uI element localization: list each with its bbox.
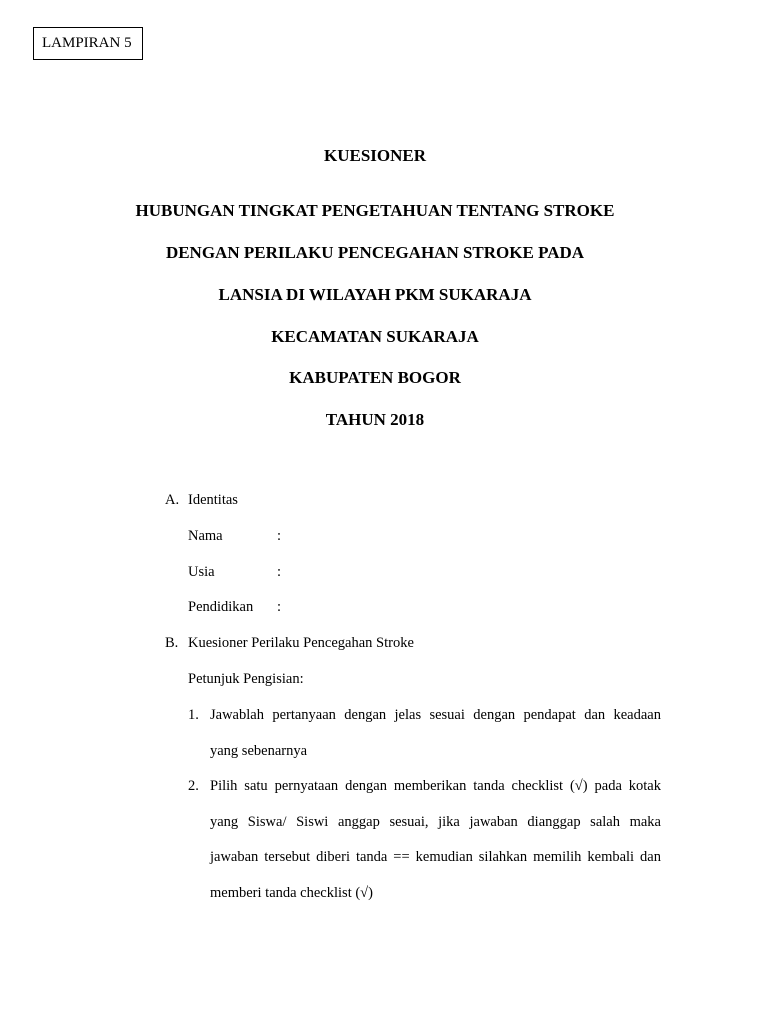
lampiran-label: LAMPIRAN 5 xyxy=(33,27,143,60)
instruction-2-line-1: Pilih satu pernyataan dengan memberikan tanda checklist (√) pada kotak xyxy=(210,778,661,794)
field-colon-nama: : xyxy=(277,528,282,544)
instruction-1-line-2: yang sebenarnya xyxy=(210,743,308,759)
instruction-number-2: 2. xyxy=(188,778,199,794)
field-label-pendidikan: Pendidikan xyxy=(188,599,254,615)
section-a-heading: Identitas xyxy=(188,492,238,508)
kuesioner-heading: KUESIONER xyxy=(323,146,427,165)
title-line-6: TAHUN 2018 xyxy=(325,410,425,429)
field-label-nama: Nama xyxy=(188,528,223,544)
field-colon-pendidikan: : xyxy=(277,599,282,615)
instruction-2-line-4: memberi tanda checklist (√) xyxy=(210,885,373,901)
section-a-marker: A. xyxy=(165,492,180,508)
title-line-2: DENGAN PERILAKU PENCEGAHAN STROKE PADA xyxy=(165,243,585,262)
petunjuk-heading: Petunjuk Pengisian: xyxy=(188,671,304,687)
field-label-usia: Usia xyxy=(188,564,215,580)
instruction-2-line-3: jawaban tersebut diberi tanda == kemudian silahkan memilih kembali dan xyxy=(210,849,661,865)
title-line-3: LANSIA DI WILAYAH PKM SUKARAJA xyxy=(218,285,532,304)
field-colon-usia: : xyxy=(277,564,282,580)
title-line-1: HUBUNGAN TINGKAT PENGETAHUAN TENTANG STROKE xyxy=(135,201,615,220)
instruction-number-1: 1. xyxy=(188,707,199,723)
title-line-4: KECAMATAN SUKARAJA xyxy=(271,327,479,346)
instruction-2-line-2: yang Siswa/ Siswi anggap sesuai, jika jawaban dianggap salah maka xyxy=(210,814,661,830)
section-b-marker: B. xyxy=(165,635,179,651)
section-b-heading: Kuesioner Perilaku Pencegahan Stroke xyxy=(188,635,414,651)
instruction-1-line-1: Jawablah pertanyaan dengan jelas sesuai dengan pendapat dan keadaan xyxy=(210,707,661,723)
title-line-5: KABUPATEN BOGOR xyxy=(289,368,461,387)
